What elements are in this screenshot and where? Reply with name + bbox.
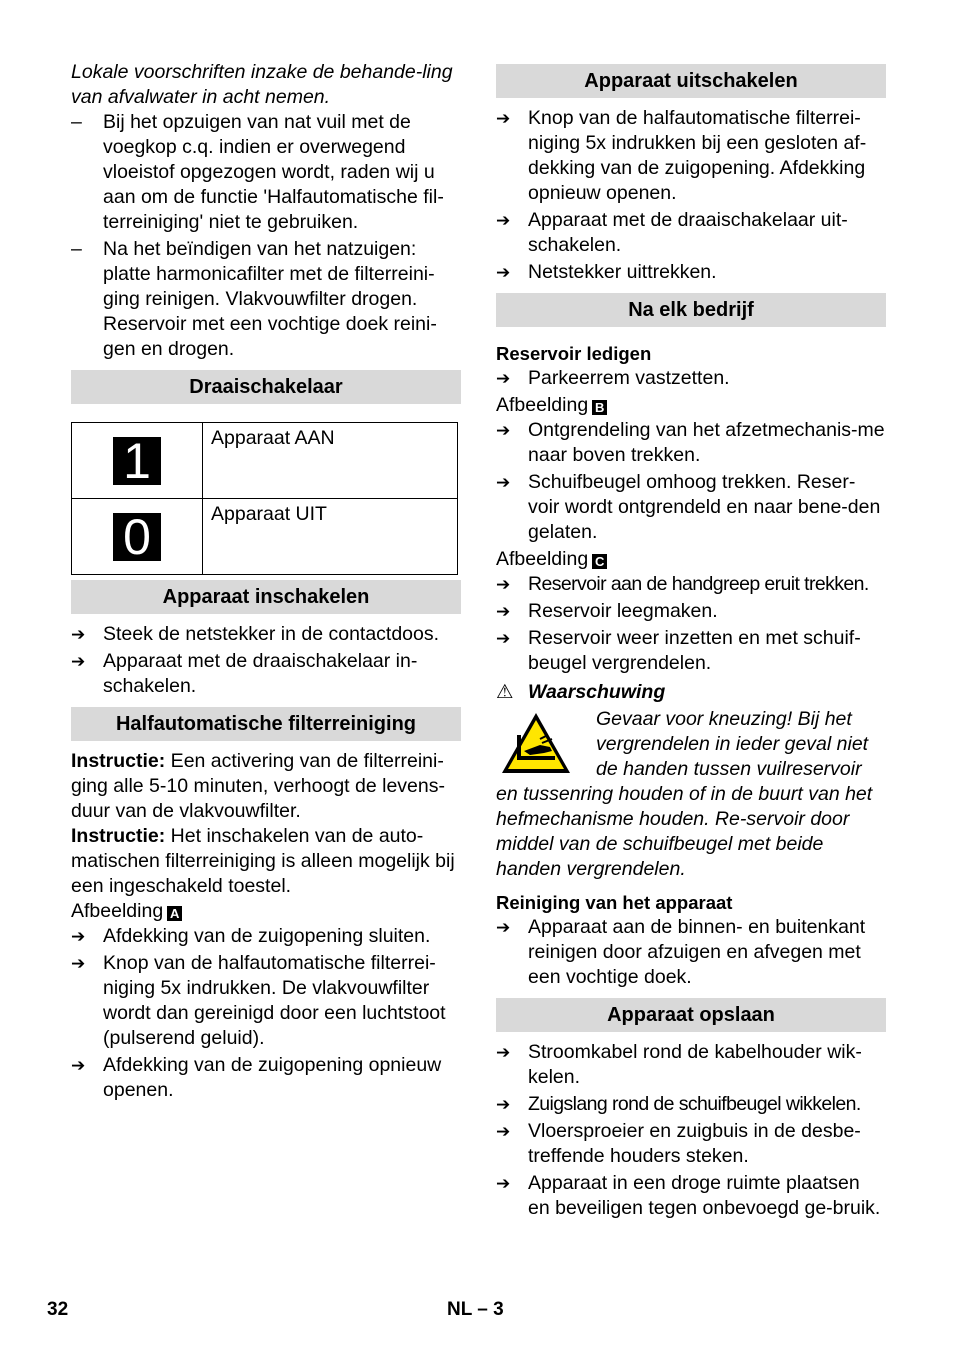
list-item-text: Parkeerrem vastzetten. xyxy=(528,367,730,389)
list-item-text: Knop van de halfautomatische filterrei-niging 5x indrukken bij een gesloten af-dekking van de zuigopening. Afdekking opnieuw openen. xyxy=(528,107,867,204)
section-heading-filter: Halfautomatische filterreiniging xyxy=(71,707,461,741)
arrow-icon: ➔ xyxy=(496,629,511,648)
note-text: Een activering van de filterreini-ging alle 5-10 minuten, verhoogt de levens-duur van de vlakvouwfilter. xyxy=(71,750,445,822)
arrow-icon: ➔ xyxy=(496,1174,511,1193)
arrow-icon: ➔ xyxy=(71,1056,86,1075)
list-item xyxy=(71,924,461,949)
list-item-text: Zuigslang rond de schuifbeugel wikkelen. xyxy=(528,1093,861,1115)
section-heading-switch: Draaischakelaar xyxy=(71,370,461,404)
language-code: NL xyxy=(447,1299,472,1320)
right-column xyxy=(496,64,886,1221)
list-item xyxy=(496,418,886,468)
arrow-icon: ➔ xyxy=(496,1122,511,1141)
warning-block xyxy=(496,707,886,882)
figure-label: Afbeelding xyxy=(496,548,589,570)
switch-symbol-cell xyxy=(72,423,203,499)
warning-triangle-icon: ⚠ xyxy=(496,681,514,703)
note-label: Instructie: xyxy=(71,825,166,847)
left-column xyxy=(71,60,461,1103)
figure-label: Afbeelding xyxy=(496,394,589,416)
arrow-icon: ➔ xyxy=(496,575,511,594)
arrow-icon: ➔ xyxy=(71,927,86,946)
warning-text: Gevaar voor kneuzing! Bij het vergrendelen in ieder geval niet de handen tussen vuilreservoir en tussenring houden of in de buurt van het hefmechanisme houden. Re-servoir door middel van de schuifbeugel met beide handen vergrendelen. xyxy=(496,708,873,880)
list-item: – Bij het opzuigen van nat vuil met de voegkop c.q. indien er overwegend vloeistof opgezogen wordt, raden wij u aan om de functie 'Halfautomatische fil-terreiniging' niet te gebruiken. xyxy=(71,110,461,235)
figure-letter-icon: B xyxy=(592,400,607,415)
list-item-text: Reservoir weer inzetten en met schuif-beugel vergrendelen. xyxy=(528,627,861,674)
warning-title: Waarschuwing xyxy=(528,681,666,703)
list-item-text: Reservoir leegmaken. xyxy=(528,600,718,622)
switch-symbol-cell xyxy=(72,499,203,575)
list-item-text: Schuifbeugel omhoog trekken. Reser-voir wordt ontgrendeld en naar bene-den gelaten. xyxy=(528,471,881,543)
arrow-icon: ➔ xyxy=(496,109,511,128)
warning-heading xyxy=(496,680,886,705)
page-number: 32 xyxy=(47,1299,69,1320)
list-item-text: Ontgrendeling van het afzetmechanis-me naar boven trekken. xyxy=(528,419,885,466)
list-item xyxy=(71,1053,461,1103)
hand-crush-warning-icon xyxy=(500,711,572,776)
section-heading-after-use: Na elk bedrijf xyxy=(496,293,886,327)
list-item xyxy=(71,622,461,647)
list-item xyxy=(496,208,886,258)
list-item xyxy=(496,470,886,545)
section-heading-switch-off: Apparaat uitschakelen xyxy=(496,64,886,98)
list-item-text: Afdekking van de zuigopening sluiten. xyxy=(103,925,431,947)
arrow-icon: ➔ xyxy=(496,211,511,230)
instruction-note xyxy=(71,824,461,899)
figure-reference xyxy=(71,899,461,924)
list-item-text: Netstekker uittrekken. xyxy=(528,261,717,283)
switch-label-cell: Apparaat UIT xyxy=(203,499,458,575)
figure-label: Afbeelding xyxy=(71,900,164,922)
switch-table xyxy=(71,422,458,575)
arrow-icon: ➔ xyxy=(71,652,86,671)
arrow-icon: ➔ xyxy=(496,1043,511,1062)
list-item xyxy=(71,951,461,1051)
switch-on-icon: 1 xyxy=(113,437,161,485)
arrow-icon: ➔ xyxy=(71,625,86,644)
list-item xyxy=(496,106,886,206)
section-heading-storage: Apparaat opslaan xyxy=(496,998,886,1032)
list-item xyxy=(496,1040,886,1090)
note-label: Instructie: xyxy=(71,750,166,772)
list-item xyxy=(496,366,886,391)
footer-language xyxy=(447,1297,504,1322)
table-row xyxy=(72,499,458,575)
list-item xyxy=(496,626,886,676)
list-item xyxy=(496,1092,886,1117)
subheading-cleaning: Reiniging van het apparaat xyxy=(496,892,733,913)
list-item xyxy=(496,572,886,597)
list-item xyxy=(496,1171,886,1221)
figure-letter-icon: C xyxy=(592,554,607,569)
list-item-text: Na het beïndigen van het natzuigen: platte harmonicafilter met de filterreini-ging reinigen. Vlakvouwfilter drogen. Reservoir met een vochtige doek reini-gen en drogen. xyxy=(103,238,437,360)
arrow-icon: ➔ xyxy=(496,1095,511,1114)
arrow-icon: ➔ xyxy=(496,263,511,282)
arrow-icon: ➔ xyxy=(71,954,86,973)
switch-label-cell: Apparaat AAN xyxy=(203,423,458,499)
intro-text: Lokale voorschriften inzake de behande-ling van afvalwater in acht nemen. xyxy=(71,61,453,108)
list-item-text: Knop van de halfautomatische filterrei-niging 5x indrukken. De vlakvouwfilter wordt dan gereinigd door een luchtstoot (pulserend geluid). xyxy=(103,952,446,1049)
list-item-text: Steek de netstekker in de contactdoos. xyxy=(103,623,440,645)
list-item xyxy=(496,1119,886,1169)
list-item-text: Afdekking van de zuigopening opnieuw openen. xyxy=(103,1054,442,1101)
list-item: – Na het beïndigen van het natzuigen: platte harmonicafilter met de filterreini-ging reinigen. Vlakvouwfilter drogen. Reservoir met een vochtige doek reini-gen en drogen. xyxy=(71,237,461,362)
list-item xyxy=(71,649,461,699)
note-text: Het inschakelen van de auto-matischen filterreiniging is alleen mogelijk bij een ingeschakeld toestel. xyxy=(71,825,455,897)
arrow-icon: ➔ xyxy=(496,918,511,937)
list-item-text: Bij het opzuigen van nat vuil met de voegkop c.q. indien er overwegend vloeistof opgezogen wordt, raden wij u aan om de functie 'Halfautomatische fil-terreiniging' niet te gebruiken. xyxy=(103,111,444,233)
list-item xyxy=(496,915,886,990)
figure-reference xyxy=(496,393,886,418)
subheading-empty-reservoir: Reservoir ledigen xyxy=(496,343,652,364)
list-item xyxy=(496,260,886,285)
list-item-text: Reservoir aan de handgreep eruit trekken. xyxy=(528,573,869,595)
arrow-icon: ➔ xyxy=(496,602,511,621)
figure-reference xyxy=(496,547,886,572)
instruction-note xyxy=(71,749,461,824)
list-item-text: Apparaat met de draaischakelaar in-schakelen. xyxy=(103,650,418,697)
table-row xyxy=(72,423,458,499)
switch-off-icon: 0 xyxy=(113,513,161,561)
list-item-text: Vloersproeier en zuigbuis in de desbe-treffende houders steken. xyxy=(528,1120,861,1167)
section-number: – 3 xyxy=(477,1299,504,1320)
list-item-text: Apparaat met de draaischakelaar uit-schakelen. xyxy=(528,209,848,256)
list-item-text: Apparaat in een droge ruimte plaatsen en beveiligen tegen onbevoegd ge-bruik. xyxy=(528,1172,881,1219)
list-item-text: Stroomkabel rond de kabelhouder wik-kelen. xyxy=(528,1041,862,1088)
list-item xyxy=(496,599,886,624)
list-item-text: Apparaat aan de binnen- en buitenkant reinigen door afzuigen en afvegen met een vochtige doek. xyxy=(528,916,866,988)
section-heading-switch-on: Apparaat inschakelen xyxy=(71,580,461,614)
figure-letter-icon: A xyxy=(167,906,182,921)
arrow-icon: ➔ xyxy=(496,369,511,388)
arrow-icon: ➔ xyxy=(496,421,511,440)
arrow-icon: ➔ xyxy=(496,473,511,492)
